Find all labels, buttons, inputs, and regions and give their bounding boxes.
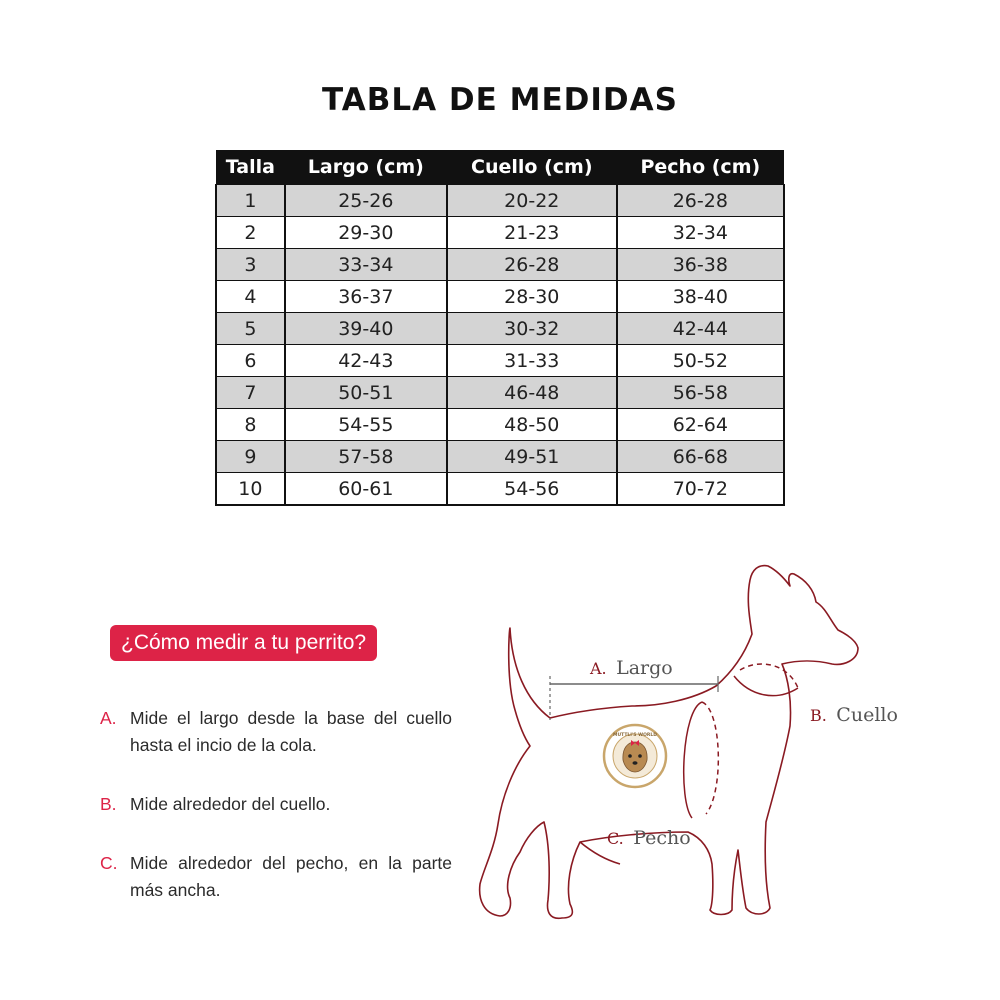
table-row <box>216 185 784 217</box>
cell-largo: 29-30 <box>285 217 447 249</box>
cell-cuello: 28-30 <box>447 281 617 313</box>
cell-cuello: 26-28 <box>447 249 617 281</box>
table-row <box>216 313 784 345</box>
cell-talla: 2 <box>216 217 285 249</box>
table-row <box>216 473 784 506</box>
cell-pecho: 26-28 <box>617 185 784 217</box>
cell-talla: 5 <box>216 313 285 345</box>
cell-talla: 1 <box>216 185 285 217</box>
page-title: TABLA DE MEDIDAS <box>322 82 678 118</box>
table-row <box>216 441 784 473</box>
step-letter: A. <box>100 708 117 728</box>
table-row <box>216 345 784 377</box>
cell-largo: 57-58 <box>285 441 447 473</box>
largo-word: Largo <box>616 657 673 679</box>
cuello-label <box>810 704 898 726</box>
logo-text: MUTTLI'S WORLD <box>613 733 657 738</box>
cell-pecho: 38-40 <box>617 281 784 313</box>
cuello-letter: B. <box>810 706 827 725</box>
header-talla: Talla <box>216 150 285 185</box>
cell-cuello: 30-32 <box>447 313 617 345</box>
header-cuello: Cuello (cm) <box>447 150 617 185</box>
cell-cuello: 21-23 <box>447 217 617 249</box>
dog-face-icon <box>623 742 647 772</box>
cell-largo: 25-26 <box>285 185 447 217</box>
cell-cuello: 54-56 <box>447 473 617 506</box>
cell-largo: 42-43 <box>285 345 447 377</box>
pecho-label <box>607 827 691 849</box>
step-a <box>100 705 452 759</box>
step-b <box>100 791 452 818</box>
step-text: Mide alrededor del cuello. <box>130 794 331 814</box>
dog-outline-illustration <box>480 566 858 919</box>
largo-label <box>589 657 673 679</box>
cell-largo: 33-34 <box>285 249 447 281</box>
table-row <box>216 377 784 409</box>
cell-talla: 8 <box>216 409 285 441</box>
cell-pecho: 42-44 <box>617 313 784 345</box>
step-letter: B. <box>100 794 117 814</box>
cell-pecho: 62-64 <box>617 409 784 441</box>
cell-talla: 10 <box>216 473 285 506</box>
step-letter: C. <box>100 853 118 873</box>
largo-letter: A. <box>590 659 607 678</box>
table-row <box>216 281 784 313</box>
header-pecho: Pecho (cm) <box>617 150 784 185</box>
cell-largo: 50-51 <box>285 377 447 409</box>
dog-measurement-diagram <box>470 560 950 940</box>
step-text: Mide el largo desde la base del cuello hasta el incio de la cola. <box>130 708 452 755</box>
cell-talla: 4 <box>216 281 285 313</box>
cell-cuello: 20-22 <box>447 185 617 217</box>
cell-pecho: 36-38 <box>617 249 784 281</box>
step-c <box>100 850 452 904</box>
cell-pecho: 50-52 <box>617 345 784 377</box>
cell-pecho: 66-68 <box>617 441 784 473</box>
pecho-word: Pecho <box>633 827 691 849</box>
cell-largo: 60-61 <box>285 473 447 506</box>
cell-largo: 36-37 <box>285 281 447 313</box>
measure-steps-list <box>100 705 452 936</box>
cell-cuello: 49-51 <box>447 441 617 473</box>
header-largo: Largo (cm) <box>285 150 447 185</box>
table-row <box>216 217 784 249</box>
cell-talla: 6 <box>216 345 285 377</box>
step-text: Mide alrededor del pecho, en la parte más ancha. <box>130 853 452 900</box>
cuello-word: Cuello <box>836 704 898 726</box>
table-row <box>216 249 784 281</box>
cell-talla: 9 <box>216 441 285 473</box>
table-header-row <box>216 150 784 185</box>
brand-logo <box>604 725 666 787</box>
cell-pecho: 56-58 <box>617 377 784 409</box>
pecho-letter: C. <box>607 829 624 848</box>
cuello-measure-ellipse <box>740 664 798 688</box>
size-table <box>215 150 785 506</box>
cell-largo: 39-40 <box>285 313 447 345</box>
cell-pecho: 70-72 <box>617 473 784 506</box>
cell-largo: 54-55 <box>285 409 447 441</box>
cell-cuello: 31-33 <box>447 345 617 377</box>
pecho-measure-back <box>702 702 718 814</box>
cell-pecho: 32-34 <box>617 217 784 249</box>
cell-talla: 7 <box>216 377 285 409</box>
cell-cuello: 46-48 <box>447 377 617 409</box>
cell-cuello: 48-50 <box>447 409 617 441</box>
table-row <box>216 409 784 441</box>
howto-heading-badge: ¿Cómo medir a tu perrito? <box>110 625 377 661</box>
pecho-measure-front <box>684 702 702 818</box>
cell-talla: 3 <box>216 249 285 281</box>
